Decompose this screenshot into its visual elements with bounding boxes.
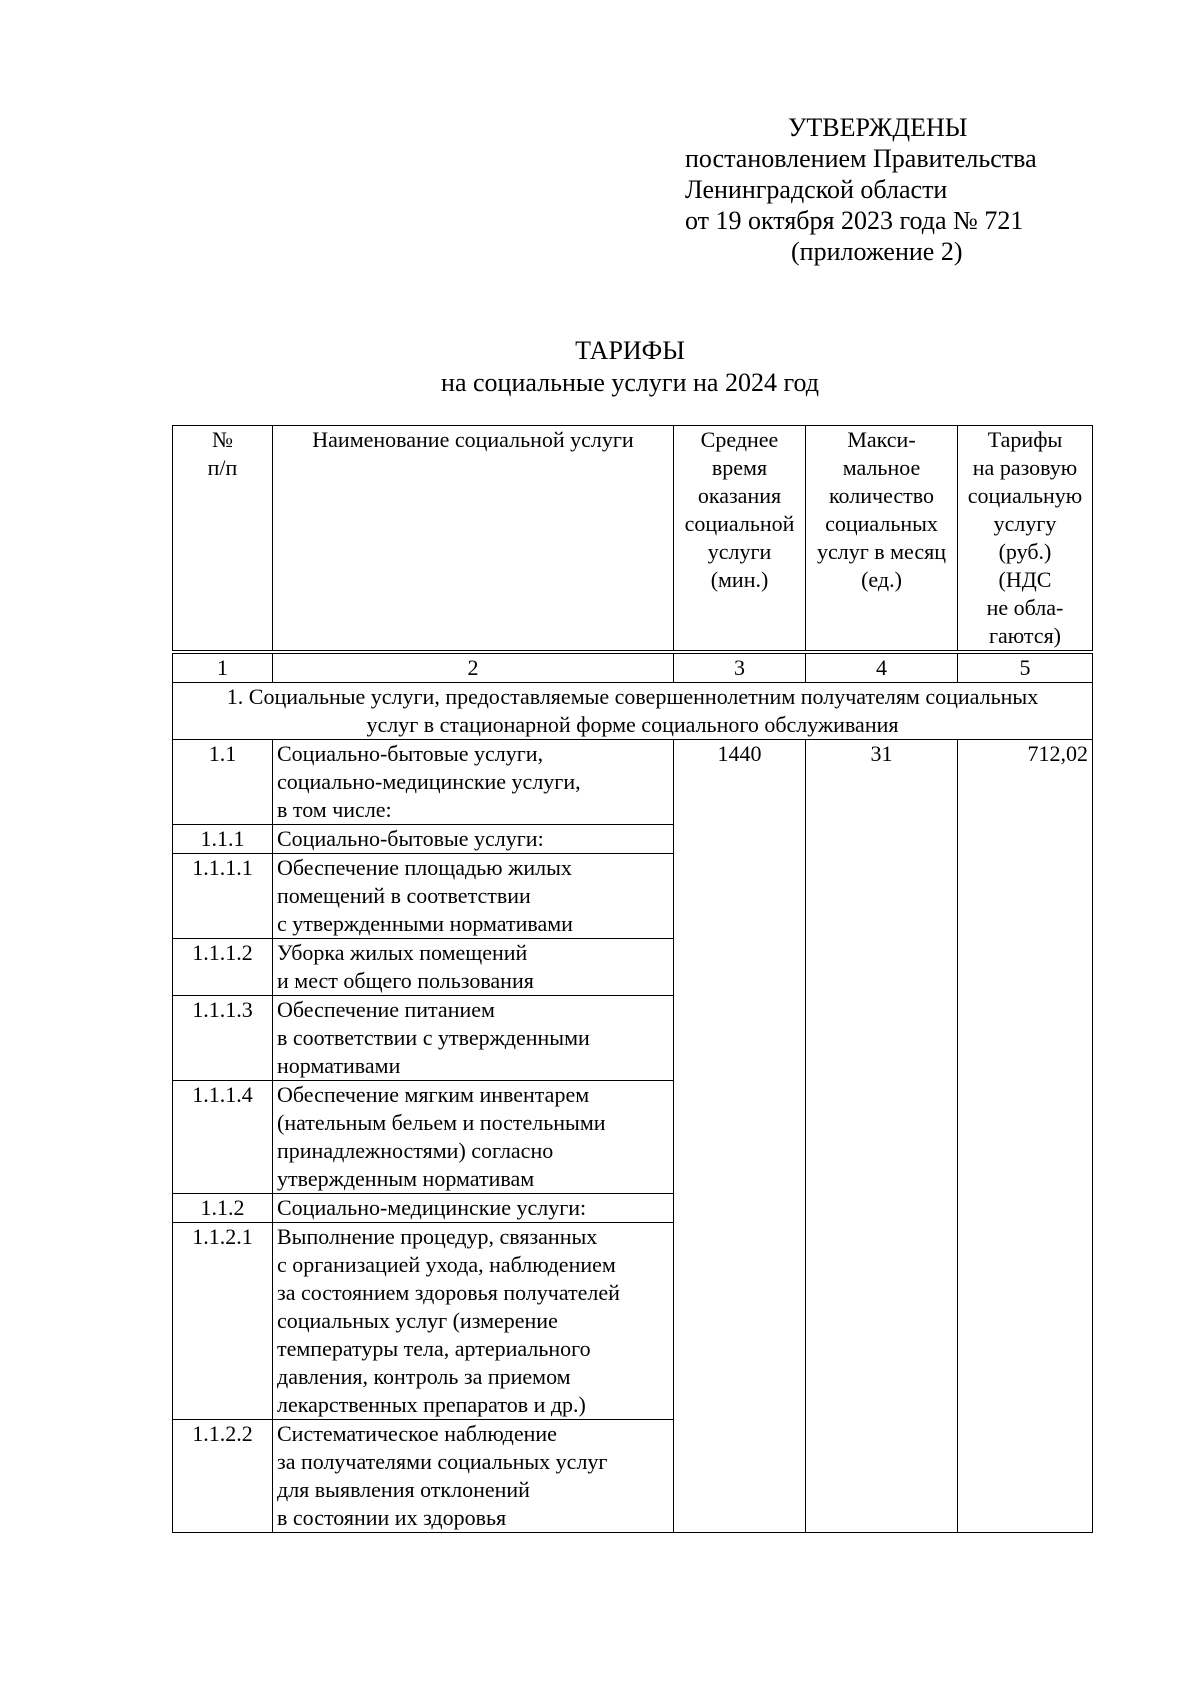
row-number: 1.1.2.2 <box>173 1420 273 1533</box>
service-name <box>273 1223 674 1420</box>
service-name-line: в состоянии их здоровья <box>277 1505 507 1530</box>
header-tariff-line: услугу <box>993 511 1057 536</box>
row-number: 1.1.1.4 <box>173 1081 273 1194</box>
service-name <box>273 1194 674 1223</box>
table-row <box>173 740 1093 825</box>
header-num <box>173 426 273 653</box>
service-name-line: принадлежностями) согласно <box>277 1138 554 1163</box>
service-name <box>273 825 674 854</box>
column-number: 5 <box>958 652 1093 683</box>
header-max <box>806 426 958 653</box>
service-name-line: с организацией ухода, наблюдением <box>277 1252 616 1277</box>
service-name-line: с утвержденными нормативами <box>277 911 573 936</box>
service-name <box>273 740 674 825</box>
approval-heading: УТВЕРЖДЕНЫ <box>788 113 968 142</box>
service-name-line: Социально-бытовые услуги: <box>277 826 544 851</box>
service-name <box>273 1420 674 1533</box>
max-count-value: 31 <box>806 740 958 1533</box>
document-subtitle: на социальные услуги на 2024 год <box>441 368 819 397</box>
header-tariff-line: (НДС <box>998 567 1052 592</box>
approval-line: Ленинградской области <box>685 175 948 204</box>
column-number: 3 <box>674 652 806 683</box>
service-name <box>273 939 674 996</box>
table-header-row <box>173 426 1093 653</box>
service-name <box>273 854 674 939</box>
service-name-line: нормативами <box>277 1053 401 1078</box>
row-number: 1.1.1.3 <box>173 996 273 1081</box>
service-name-line: социальных услуг (измерение <box>277 1308 558 1333</box>
tariff-value: 712,02 <box>958 740 1093 1533</box>
header-time <box>674 426 806 653</box>
service-name <box>273 996 674 1081</box>
service-name-line: Систематическое наблюдение <box>277 1421 557 1446</box>
row-number: 1.1.1.1 <box>173 854 273 939</box>
service-name-line: Уборка жилых помещений <box>277 940 528 965</box>
service-name-line: Обеспечение площадью жилых <box>277 855 572 880</box>
header-max-line: количество <box>828 483 935 508</box>
row-number: 1.1.1 <box>173 825 273 854</box>
column-number: 1 <box>173 652 273 683</box>
approval-block <box>685 112 1115 267</box>
header-tariff-line: на разовую <box>972 455 1078 480</box>
header-time-line: услуги <box>707 539 772 564</box>
service-name-line: Выполнение процедур, связанных <box>277 1224 598 1249</box>
section-title-line: услуг в стационарной форме социального обслуживания <box>366 712 899 737</box>
tariffs-table <box>172 425 1093 1533</box>
service-name <box>273 1081 674 1194</box>
header-max-line: Макси- <box>847 427 916 452</box>
header-tariff-line: (руб.) <box>998 539 1052 564</box>
service-name-line: помещений в соответствии <box>277 883 531 908</box>
header-time-line: социальной <box>684 511 795 536</box>
section-title-line: 1. Социальные услуги, предоставляемые совершеннолетним получателям социальных <box>226 684 1039 709</box>
header-max-line: социальных <box>825 511 938 536</box>
service-name-line: Обеспечение питанием <box>277 997 495 1022</box>
header-max-line: услуг в месяц <box>816 539 947 564</box>
column-number-row <box>173 652 1093 683</box>
row-number: 1.1.1.2 <box>173 939 273 996</box>
column-number: 2 <box>273 652 674 683</box>
service-name-line: в том числе: <box>277 797 392 822</box>
header-time-line: Среднее <box>700 427 779 452</box>
row-number: 1.1 <box>173 740 273 825</box>
approval-date-line: от 19 октября 2023 года № 721 <box>685 206 1024 235</box>
header-time-line: оказания <box>697 483 782 508</box>
service-name-line: Обеспечение мягким инвентарем <box>277 1082 590 1107</box>
service-name-line: температуры тела, артериального <box>277 1336 591 1361</box>
service-name-line: и мест общего пользования <box>277 968 534 993</box>
service-name-line: давления, контроль за приемом <box>277 1364 571 1389</box>
service-name-line: в соответствии с утвержденными <box>277 1025 590 1050</box>
row-number: 1.1.2.1 <box>173 1223 273 1420</box>
header-time-line: время <box>711 455 768 480</box>
service-name-line: лекарственных препаратов и др.) <box>277 1392 586 1417</box>
document-title: ТАРИФЫ <box>575 336 685 365</box>
row-number: 1.1.2 <box>173 1194 273 1223</box>
header-max-line: (ед.) <box>861 567 902 592</box>
service-name-line: социально-медицинские услуги, <box>277 769 581 794</box>
header-max-line: мальное <box>842 455 921 480</box>
service-name-line: Социально-медицинские услуги: <box>277 1195 587 1220</box>
section-title <box>173 683 1093 740</box>
approval-appendix: (приложение 2) <box>791 237 963 266</box>
service-name-line: за получателями социальных услуг <box>277 1449 608 1474</box>
section-row <box>173 683 1093 740</box>
header-time-line: (мин.) <box>710 567 769 592</box>
header-tariff-line: социальную <box>967 483 1083 508</box>
header-tariff-line: не обла- <box>986 595 1064 620</box>
header-num-line: п/п <box>207 455 238 480</box>
service-name-line: для выявления отклонений <box>277 1477 530 1502</box>
header-tariff <box>958 426 1093 653</box>
service-name-line: Социально-бытовые услуги, <box>277 741 544 766</box>
header-num-line: № <box>212 427 233 452</box>
service-name-line: за состоянием здоровья получателей <box>277 1280 620 1305</box>
service-name-line: (нательным бельем и постельными <box>277 1110 606 1135</box>
average-time-value: 1440 <box>674 740 806 1533</box>
header-tariff-line: гаются) <box>988 623 1062 648</box>
approval-line: постановлением Правительства <box>685 144 1037 173</box>
header-name: Наименование социальной услуги <box>273 426 674 653</box>
column-number: 4 <box>806 652 958 683</box>
service-name-line: утвержденным нормативам <box>277 1166 535 1191</box>
header-tariff-line: Тарифы <box>987 427 1063 452</box>
